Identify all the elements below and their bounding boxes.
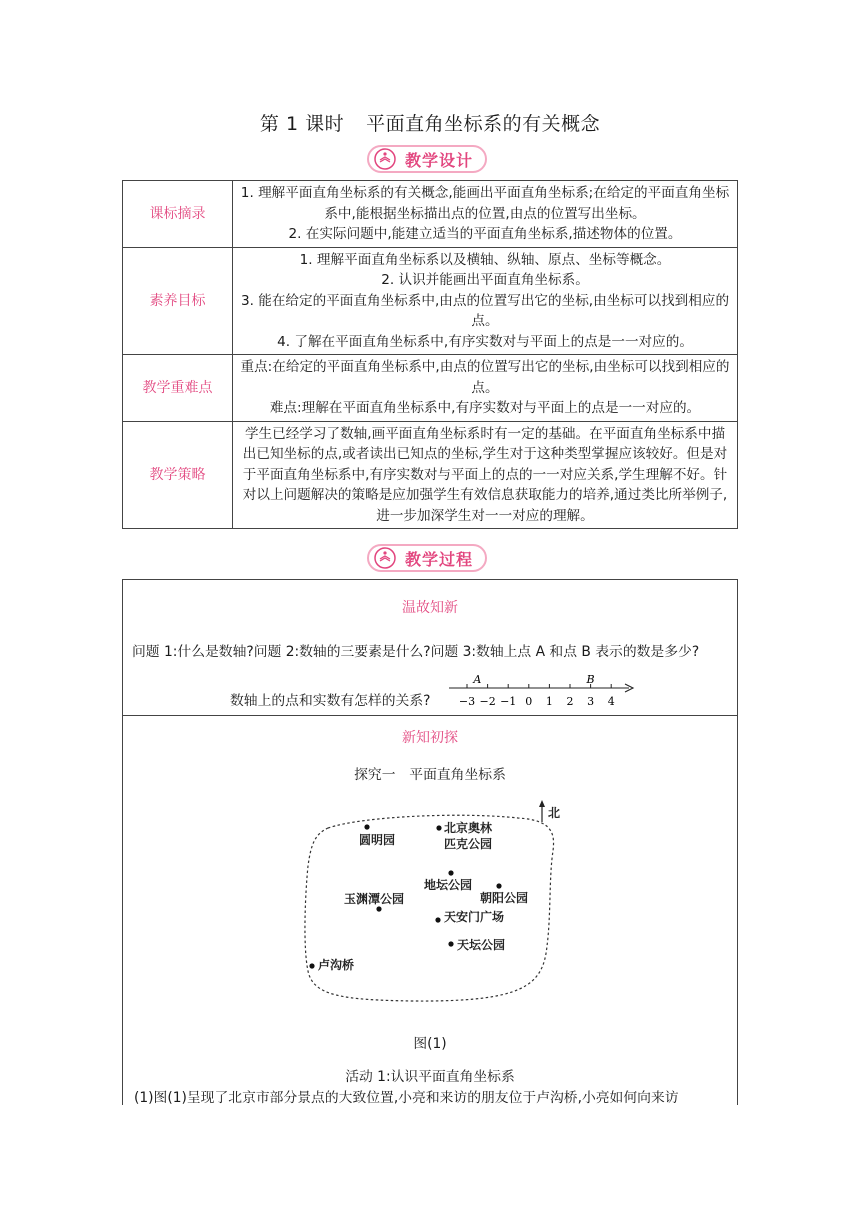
place-label: 天坛公园: [457, 938, 506, 952]
beijing-map: [123, 716, 739, 1016]
point-a-label: A: [473, 674, 482, 686]
place-label: 朝阳公园: [480, 891, 529, 905]
lesson-topic: 平面直角坐标系的有关概念: [366, 113, 601, 135]
place-dot: [436, 825, 441, 830]
activity-title: 活动 1:认识平面直角坐标系: [345, 1069, 515, 1085]
process-badge-text: 教学过程: [405, 549, 474, 569]
review-title: 温故知新: [402, 600, 458, 616]
place-dot: [448, 941, 453, 946]
place-label: 地坛公园: [424, 878, 473, 892]
row-content: [233, 355, 738, 422]
content-line: 1. 理解平面直角坐标系的有关概念,能画出平面直角坐标系;在给定的平面直角坐标系中,能根据坐标描出点的位置,由点的位置写出坐标。: [240, 185, 730, 222]
row-header: 教学策略: [123, 421, 233, 529]
row-header: 课标摘录: [123, 181, 233, 248]
design-badge-text: 教学设计: [405, 150, 474, 170]
place-label: 北京奥林: [444, 821, 493, 835]
place-dot: [435, 917, 440, 922]
place-dot: [496, 883, 501, 888]
row-content: [233, 181, 738, 248]
table-row: [123, 181, 738, 248]
row-header: [123, 355, 233, 422]
explore-title: 新知初探: [402, 730, 458, 746]
lesson-title: [0, 109, 860, 136]
table-row: [123, 421, 738, 529]
number-line-tick-label: 3: [587, 695, 595, 708]
place-dot: [376, 906, 381, 911]
number-line-tick-label: 4: [607, 695, 615, 708]
place-label: 玉渊潭公园: [344, 892, 405, 906]
row-content: [233, 247, 738, 355]
review-question: 问题 1:什么是数轴?问题 2:数轴的三要素是什么?问题 3:数轴上点 A 和点 B 表示的数是多少?: [132, 644, 700, 660]
place-label: 圆明园: [359, 833, 396, 847]
content-line: 1. 理解平面直角坐标系以及横轴、纵轴、原点、坐标等概念。: [299, 251, 671, 268]
number-line-tick-label: 0: [525, 695, 533, 708]
activity-text: (1)图(1)呈现了北京市部分景点的大致位置,小亮和来访的朋友位于卢沟桥,小亮如何向来访: [134, 1090, 679, 1106]
table-row: [123, 355, 738, 422]
row-header: 素养目标: [123, 247, 233, 355]
number-line-tick-label: 1: [545, 695, 553, 708]
number-line: [447, 674, 637, 714]
explore-section: [122, 715, 738, 1105]
lesson-number: 第 1 课时: [259, 113, 345, 135]
number-line-tick-label: −3: [458, 695, 476, 708]
table-row: [123, 247, 738, 355]
process-badge: [367, 544, 487, 572]
content-line: 难点:理解在平面直角坐标系中,有序实数对与平面上的点是一一对应的。: [269, 400, 701, 416]
content-line: 学生已经学习了数轴,画平面直角坐标系时有一定的基础。在平面直角坐标系中描出已知坐标的点,或者读出已知点的坐标,学生对于这种类型掌握应该较好。但是对于平面直角坐标系中,有序实数对与平面上的点的一一对应关系,学生理解不好。针对以上问题解决的策略是应加强学生有效信息获取能力的培养,通过类比所举例子,进一步加深学生对一一对应的理解。: [242, 425, 728, 524]
place-dot: [448, 870, 453, 875]
design-badge: [367, 145, 487, 173]
figure-caption: 图(1): [413, 1036, 447, 1052]
map-boundary: [305, 815, 554, 1001]
point-b-label: B: [586, 674, 595, 686]
number-line-tick-label: −2: [479, 695, 496, 708]
number-line-tick-label: 2: [566, 695, 574, 708]
explore-subtitle: 探究一 平面直角坐标系: [354, 767, 506, 783]
book-hand-icon: [373, 547, 397, 569]
arrow-up-icon: [539, 800, 545, 807]
place-label: 匹克公园: [444, 837, 493, 851]
north-label: 北: [548, 806, 561, 820]
relation-question: 数轴上的点和实数有怎样的关系?: [230, 693, 431, 709]
place-dot: [364, 824, 369, 829]
content-line: 重点:在给定的平面直角坐标系中,由点的位置写出它的坐标,由坐标可以找到相应的点。: [240, 359, 730, 396]
content-line: 4. 了解在平面直角坐标系中,有序实数对与平面上的点是一一对应的。: [277, 333, 693, 350]
content-line: 2. 在实际问题中,能建立适当的平面直角坐标系,描述物体的位置。: [288, 226, 682, 242]
row-header-text: 教学重难点: [142, 379, 213, 396]
row-content: [233, 421, 738, 529]
content-line: 2. 认识并能画出平面直角坐标系。: [381, 272, 589, 288]
place-label: 天安门广场: [444, 910, 505, 924]
number-line-tick-label: −1: [500, 695, 517, 708]
place-dot: [309, 963, 314, 968]
review-section: [122, 579, 738, 716]
place-label: 卢沟桥: [318, 958, 355, 972]
design-table: [122, 180, 738, 529]
content-line: 3. 能在给定的平面直角坐标系中,由点的位置写出它的坐标,由坐标可以找到相应的点。: [240, 292, 730, 329]
book-hand-icon: [373, 148, 397, 170]
